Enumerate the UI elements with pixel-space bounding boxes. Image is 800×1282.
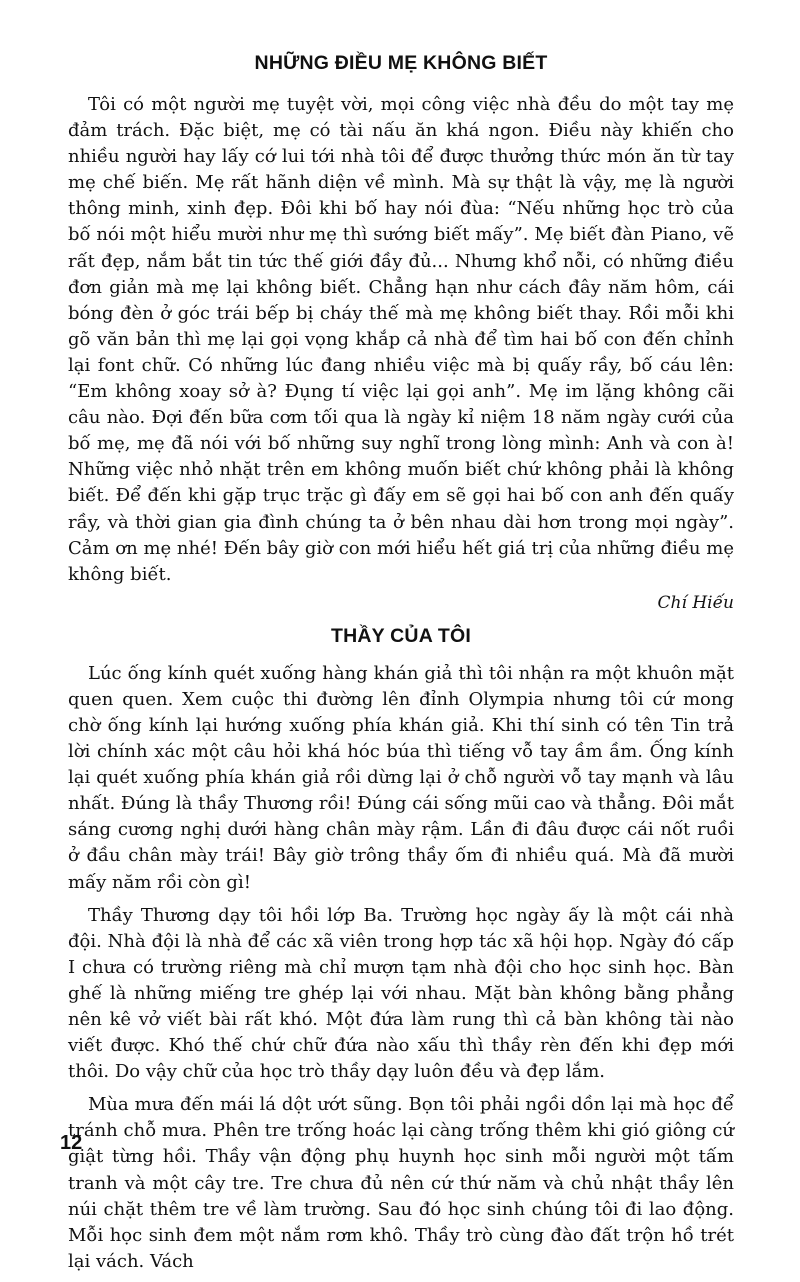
page-number: 12 [60, 1132, 83, 1154]
article-paragraph: Thầy Thương dạy tôi hồi lớp Ba. Trường học ngày ấy là một cái nhà đội. Nhà đội là nhà để các xã viên trong hợp tác xã hội họp. Ngày đó cấp I chưa có trường riêng mà chỉ mượn tạm nhà đội cho học sinh học. Bàn ghế là những miếng tre ghép lại với nhau. Mặt bàn không bằng phẳng nên kê vở viết bài rất khó. Một đứa làm rung thì cả bàn không tài nào viết được. Khó thế chứ chữ đứa nào xấu thì thầy rèn đến khi đẹp mới thôi. Do vậy chữ của học trò thầy dạy luôn đều và đẹp lắm. [68, 904, 734, 1083]
article-paragraph: Lúc ống kính quét xuống hàng khán giả thì tôi nhận ra một khuôn mặt quen quen. Xem cuộc thi đường lên đỉnh Olympia nhưng tôi cứ mong chờ ống kính lại hướng xuống phía khán giả. Khi thí sinh có tên Tin trả lời chính xác một câu hỏi khá hóc búa thì tiếng vỗ tay ầm ầm. Ống kính lại quét xuống phía khán giả rồi dừng lại ở chỗ người vỗ tay mạnh và lâu nhất. Đúng là thầy Thương rồi! Đúng cái sống mũi cao và thẳng. Đôi mắt sáng cương nghị dưới hàng chân mày rậm. Lần đi đâu được cái nốt ruồi ở đầu chân mày trái! Bây giờ trông thầy ốm đi nhiều quá. Mà đã mười mấy năm rồi còn gì! [68, 662, 734, 893]
article-paragraph: Mùa mưa đến mái lá dột ướt sũng. Bọn tôi phải ngồi dồn lại mà học để tránh chỗ mưa. Phên tre trống hoác lại càng trống thêm khi gió giông cứ giật từng hồi. Thầy vận động phụ huynh học sinh mỗi người một tấm tranh và một cây tre. Tre chưa đủ nên cứ thứ năm và chủ nhật thầy lên núi chặt thêm tre về làm trường. Sau đó học sinh chúng tôi đi lao động. Mỗi học sinh đem một nắm rơm khô. Thầy trò cùng đào đất trộn hồ trét lại vách. Vách [68, 1094, 734, 1272]
article-title: NHỮNG ĐIỀU MẸ KHÔNG BIẾT [254, 52, 548, 74]
page-content [68, 50, 734, 1282]
article-title-2: THẦY CỦA TÔI [331, 624, 471, 647]
article-paragraph: Tôi có một người mẹ tuyệt vời, mọi công việc nhà đều do một tay mẹ đảm trách. Đặc biệt, mẹ có tài nấu ăn khá ngon. Điều này khiến cho nhiều người hay lấy cớ lui tới nhà tôi để được thưởng thức món ăn từ tay mẹ chế biến. Mẹ rất hãnh diện về mình. Mà sự thật là vậy, mẹ là người thông minh, xinh đẹp. Đôi khi bố hay nói đùa: “Nếu những học trò của bố nói một hiểu mười như mẹ thì sướng biết mấy”. Mẹ biết đàn Piano, vẽ rất đẹp, nắm bắt tin tức thế giới đầy đủ... Nhưng khổ nỗi, có những điều đơn giản mà mẹ lại không biết. Chẳng hạn như cách đây năm hôm, cái bóng đèn ở góc trái bếp bị cháy thế mà mẹ không biết thay. Rồi mỗi khi gõ văn bản thì mẹ lại gọi vọng khắp cả nhà để tìm hai bố con đến chỉnh lại font chữ. Có những lúc đang nhiều việc mà bị quấy rầy, bố cáu lên: “Em không xoay sở à? Đụng tí việc lại gọi anh”. Mẹ im lặng không cãi câu nào. Đợi đến bữa cơm tối qua là ngày kỉ niệm 18 năm ngày cưới của bố mẹ, mẹ đã nói với bố những suy nghĩ trong lòng mình: Anh và con à! Những việc nhỏ nhặt trên em không muốn biết chứ không phải là không biết. Để đến khi gặp trục trặc gì đấy em sẽ gọi hai bố con anh đến quấy rầy, và thời gian gia đình chúng ta ở bên nhau dài hơn trong mọi ngày”. Cảm ơn mẹ nhé! Đến bây giờ con mới hiểu hết giá trị của những điều mẹ không biết. [68, 94, 734, 585]
article-author: Chí Hiếu [657, 592, 734, 613]
